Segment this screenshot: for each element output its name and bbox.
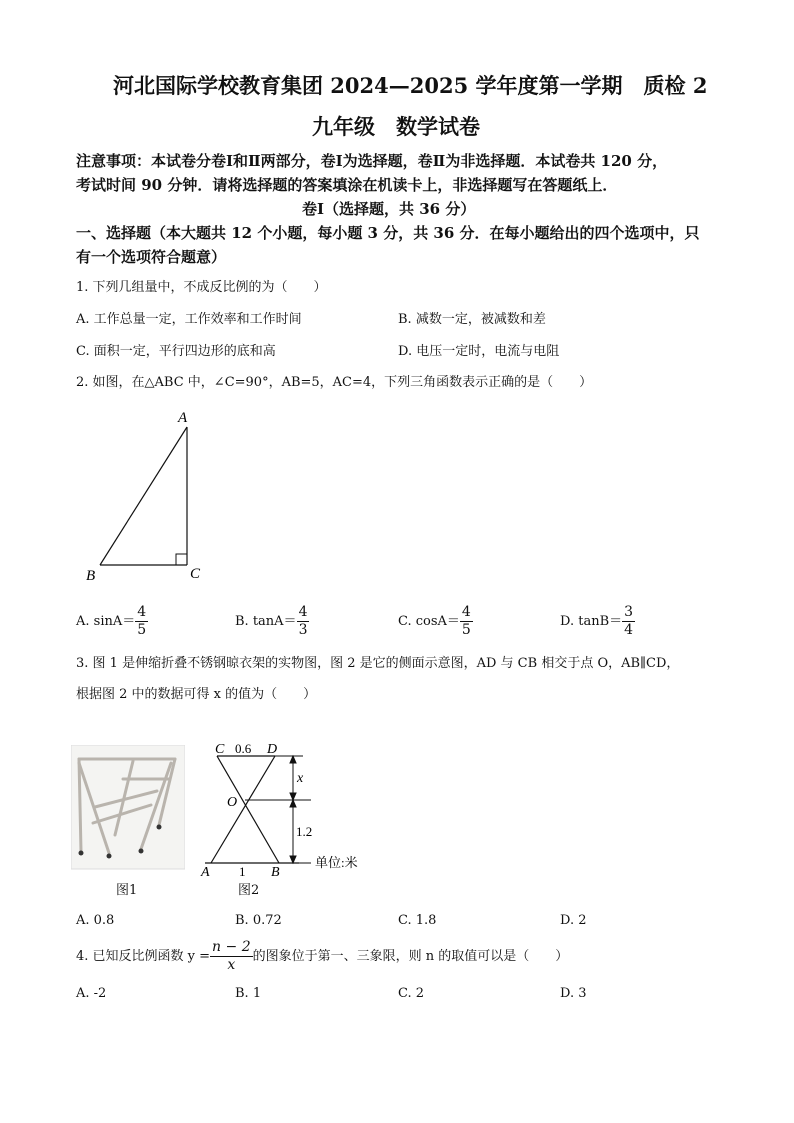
q2-option-a-fraction bbox=[135, 604, 148, 639]
q3-option-d[interactable]: D. 2 bbox=[560, 913, 587, 928]
right-angle-mark bbox=[176, 554, 187, 565]
vertex-label-a: A bbox=[178, 410, 188, 426]
fraction-denominator: 3 bbox=[298, 622, 308, 638]
q3-option-b[interactable]: B. 0.72 bbox=[235, 913, 282, 928]
dimension-x bbox=[290, 756, 296, 800]
dimension-label-bottom: 1 bbox=[239, 864, 246, 879]
exam-title: 河北国际学校教育集团 2024—2025 学年度第一学期 质检 2 bbox=[113, 73, 708, 98]
q4-fraction bbox=[210, 939, 253, 974]
q1-option-d[interactable]: D. 电压一定时，电流与电阻 bbox=[398, 344, 560, 359]
fig2-caption: 图2 bbox=[238, 883, 260, 898]
q1-option-c[interactable]: C. 面积一定，平行四边形的底和高 bbox=[76, 344, 276, 359]
dimension-label-height: 1.2 bbox=[296, 824, 313, 839]
q3-figure-1-rack-photo bbox=[71, 745, 185, 873]
q3-figure-2-schematic bbox=[195, 740, 370, 880]
fraction-denominator: 5 bbox=[461, 622, 471, 638]
section-heading-line-1: 一、选择题（本大题共 12 个小题，每小题 3 分，共 36 分．在每小题给出的四个选项中，只 bbox=[76, 224, 700, 242]
fraction-denominator: x bbox=[210, 956, 253, 974]
fraction-denominator: 4 bbox=[624, 622, 634, 638]
q2-option-c[interactable] bbox=[398, 604, 473, 639]
point-label-b: B bbox=[271, 865, 280, 880]
fraction-numerator: 4 bbox=[137, 604, 147, 620]
q4-option-a[interactable]: A. -2 bbox=[76, 986, 107, 1001]
notice-line-1: 注意事项：本试卷分卷Ⅰ和Ⅱ两部分，卷Ⅰ为选择题，卷Ⅱ为非选择题．本试卷共 120 分， bbox=[76, 152, 668, 170]
fraction-numerator: 3 bbox=[624, 604, 634, 620]
q2-option-d-fraction bbox=[622, 604, 635, 639]
q2-option-d[interactable] bbox=[560, 604, 635, 639]
q2-option-a[interactable] bbox=[76, 604, 148, 639]
point-label-o: O bbox=[227, 795, 238, 810]
fraction-numerator: n − 2 bbox=[212, 939, 251, 955]
q2-option-b[interactable] bbox=[235, 604, 309, 639]
q2-stem: 2. 如图，在△ABC 中，∠C=90°，AB=5，AC=4，下列三角函数表示正确的是（ ） bbox=[76, 375, 593, 390]
dimension-label-top: 0.6 bbox=[235, 741, 252, 756]
dimension-label-x: x bbox=[297, 771, 304, 786]
point-label-c: C bbox=[215, 742, 225, 757]
q4-stem-after: 的图象位于第一、三象限，则 n 的取值可以是（ ） bbox=[252, 949, 569, 964]
vertex-label-c: C bbox=[190, 566, 201, 582]
notice-line-2: 考试时间 90 分钟．请将选择题的答案填涂在机读卡上，非选择题写在答题纸上． bbox=[76, 176, 618, 194]
segment-ad bbox=[211, 756, 275, 863]
fraction-denominator: 5 bbox=[137, 622, 147, 638]
q2-option-a-prefix: A. sinA＝ bbox=[76, 614, 136, 629]
q2-option-c-prefix: C. cosA＝ bbox=[398, 614, 460, 629]
q4-option-b[interactable]: B. 1 bbox=[235, 986, 262, 1001]
section-heading-line-2: 有一个选项符合题意） bbox=[76, 248, 227, 266]
photo-background bbox=[71, 745, 185, 869]
vertex-label-b: B bbox=[86, 568, 96, 584]
fig1-caption: 图1 bbox=[116, 883, 138, 898]
exam-subtitle: 九年级 数学试卷 bbox=[312, 114, 480, 139]
fraction-numerator: 4 bbox=[298, 604, 308, 620]
q3-stem-line-1: 3. 图 1 是伸缩折叠不锈钢晾衣架的实物图，图 2 是它的侧面示意图，AD 与 CB 相交于点 O，AB∥CD， bbox=[76, 656, 680, 671]
q2-triangle-figure bbox=[80, 405, 210, 585]
triangle-side-ab bbox=[100, 427, 187, 565]
q3-option-c[interactable]: C. 1.8 bbox=[398, 913, 437, 928]
juan-title: 卷Ⅰ（选择题，共 36 分） bbox=[302, 200, 476, 218]
q2-option-c-fraction bbox=[460, 604, 473, 639]
q3-option-a[interactable]: A. 0.8 bbox=[76, 913, 115, 928]
q1-option-b[interactable]: B. 减数一定，被减数和差 bbox=[398, 312, 546, 327]
q4-stem bbox=[76, 939, 568, 974]
q2-option-b-prefix: B. tanA＝ bbox=[235, 614, 297, 629]
q4-option-d[interactable]: D. 3 bbox=[560, 986, 587, 1001]
point-label-d: D bbox=[267, 742, 278, 757]
q4-option-c[interactable]: C. 2 bbox=[398, 986, 425, 1001]
q4-stem-before: 4. 已知反比例函数 y = bbox=[76, 949, 211, 964]
q2-option-d-prefix: D. tanB＝ bbox=[560, 614, 623, 629]
q3-stem-line-2: 根据图 2 中的数据可得 x 的值为（ ） bbox=[76, 687, 317, 702]
unit-label: 单位:米 bbox=[315, 855, 358, 870]
q1-stem: 1. 下列几组量中，不成反比例的为（ ） bbox=[76, 280, 327, 295]
fraction-numerator: 4 bbox=[461, 604, 471, 620]
point-label-a: A bbox=[201, 865, 210, 880]
q2-option-b-fraction bbox=[297, 604, 310, 639]
q1-option-a[interactable]: A. 工作总量一定，工作效率和工作时间 bbox=[76, 312, 302, 327]
